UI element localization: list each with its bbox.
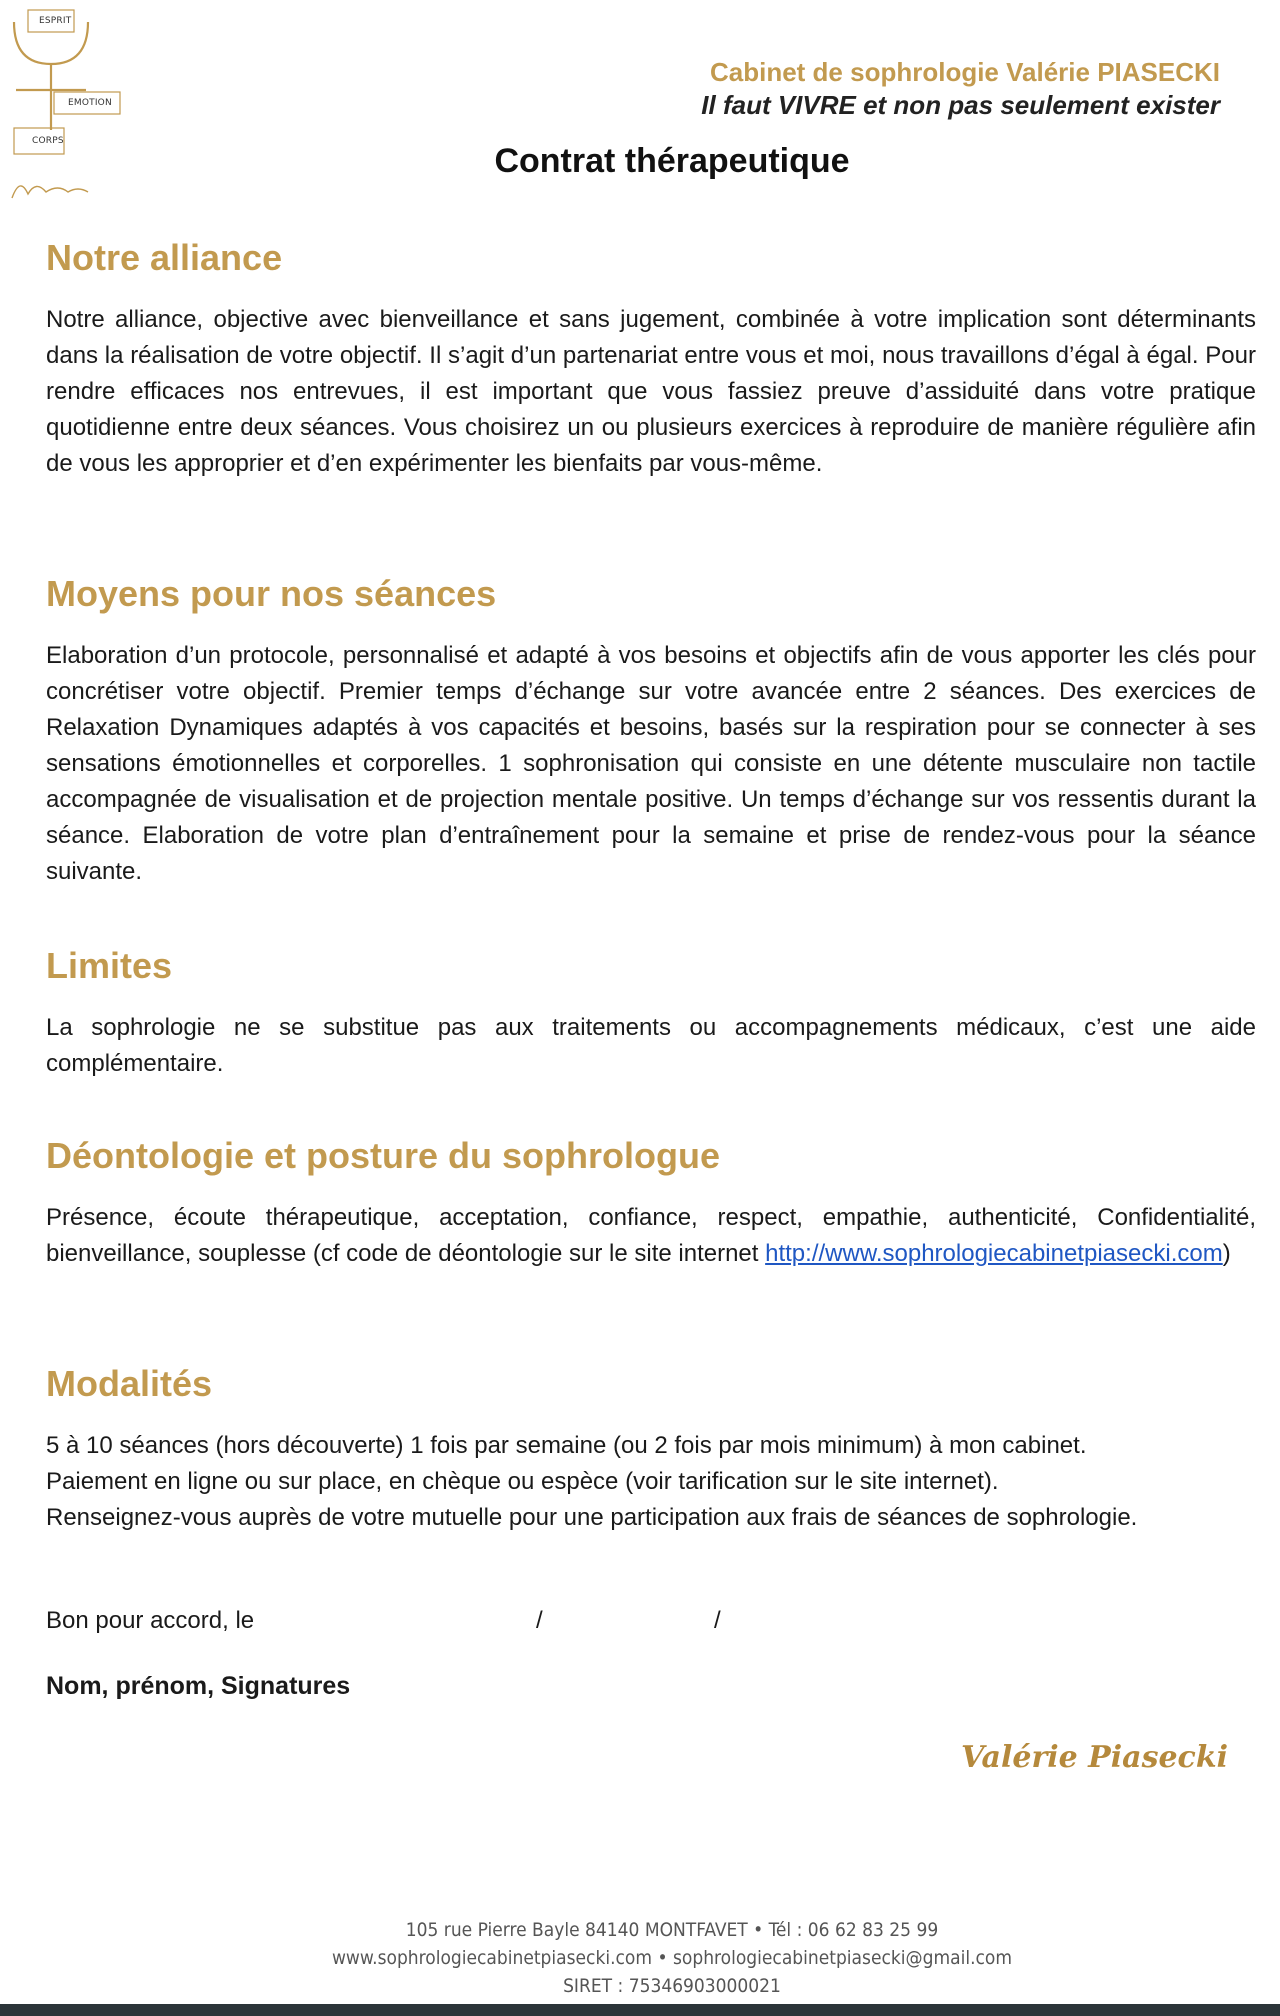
section-text [46, 1200, 1256, 1272]
motto: Il faut VIVRE et non pas seulement exister [701, 90, 1220, 120]
section-text: La sophrologie ne se substitue pas aux traitements ou accompagnements médicaux, c’est une aide complémentaire. [46, 1014, 1256, 1077]
section-alliance [46, 236, 1256, 482]
section-text: Elaboration d’un protocole, personnalisé et adapté à vos besoins et objectifs afin de vous apporter les clés pour concrétiser votre objectif. Premier temps d’échange sur votre avancée entre 2 séances. Des exercices de Relaxation Dynamiques adaptés à vos capacités et besoins, basés sur la respiration pour se connecter à ses sensations émotionnelles et corporelles. 1 sophronisation qui consiste en une détente musculaire non tactile accompagnée de visualisation et de projection mentale positive. Un temps d’échange sur vos ressentis durant la séance. Elaboration de votre plan d’entraînement pour la semaine et prise de rendez-vous pour la séance suivante. [46, 642, 1256, 885]
signature-label: Nom, prénom, Signatures [46, 1672, 351, 1700]
section-text: Notre alliance, objective avec bienveillance et sans jugement, combinée à votre implication sont déterminants dans la réalisation de votre objectif. Il s’agit d’un partenariat entre vous et moi, nous travaillons d’égal à égal. Pour rendre efficaces nos entrevues, il est important que vous fassiez preuve d’assiduité dans votre pratique quotidienne entre deux séances. Vous choisirez un ou plusieurs exercices à reproduire de manière régulière afin de vous les approprier et d’en expérimenter les bienfaits par vous-même. [46, 306, 1256, 477]
cabinet-name: Cabinet de sophrologie Valérie PIASECKI [709, 57, 1220, 87]
modalites-lines [46, 1428, 1256, 1536]
closing-parenthesis: ) [1222, 1240, 1231, 1267]
date-separator: / [536, 1607, 543, 1634]
footer-address: 105 rue Pierre Bayle 84140 MONTFAVET • Tél : 06 62 83 25 99 [405, 1919, 939, 1941]
date-separator: / [714, 1607, 721, 1634]
agreement-label: Bon pour accord, le [46, 1607, 255, 1634]
section-heading: Déontologie et posture du sophrologue [46, 1135, 720, 1176]
modalites-line: Renseignez-vous auprès de votre mutuelle pour une participation aux frais de séances de sophrologie. [46, 1504, 1138, 1531]
section-heading: Notre alliance [46, 237, 283, 278]
footer-contact: www.sophrologiecabinetpiasecki.com • sophrologiecabinetpiasecki@gmail.com [331, 1947, 1013, 1969]
document-title: Contrat thérapeutique [494, 142, 850, 180]
section-modalites [46, 1362, 1256, 1536]
deontologie-text: Présence, écoute thérapeutique, acceptation, confiance, respect, empathie, authenticité, Confidentialité, bienveillance, souplesse (cf code de déontologie sur le site internet [46, 1204, 1256, 1267]
logo-label-emotion: EMOTION [68, 98, 112, 108]
footer-siret: SIRET : 75346903000021 [563, 1975, 781, 1997]
bottom-bar [0, 2004, 1280, 2016]
section-heading: Moyens pour nos séances [46, 573, 497, 614]
section-limites [46, 944, 1256, 1082]
signature: Valérie Piasecki [961, 1740, 1228, 1775]
modalites-line: Paiement en ligne ou sur place, en chèque ou espèce (voir tarification sur le site internet). [46, 1468, 999, 1495]
section-heading: Modalités [46, 1363, 213, 1404]
header [701, 56, 1220, 122]
logo-label-esprit: ESPRIT [39, 16, 72, 26]
modalites-line: 5 à 10 séances (hors découverte) 1 fois par semaine (ou 2 fois par mois minimum) à mon cabinet. [46, 1432, 1087, 1459]
website-link[interactable]: http://www.sophrologiecabinetpiasecki.com [765, 1240, 1223, 1267]
logo-label-corps: CORPS [32, 136, 64, 146]
section-moyens [46, 572, 1256, 890]
section-heading: Limites [46, 945, 173, 986]
section-deontologie [46, 1134, 1256, 1272]
